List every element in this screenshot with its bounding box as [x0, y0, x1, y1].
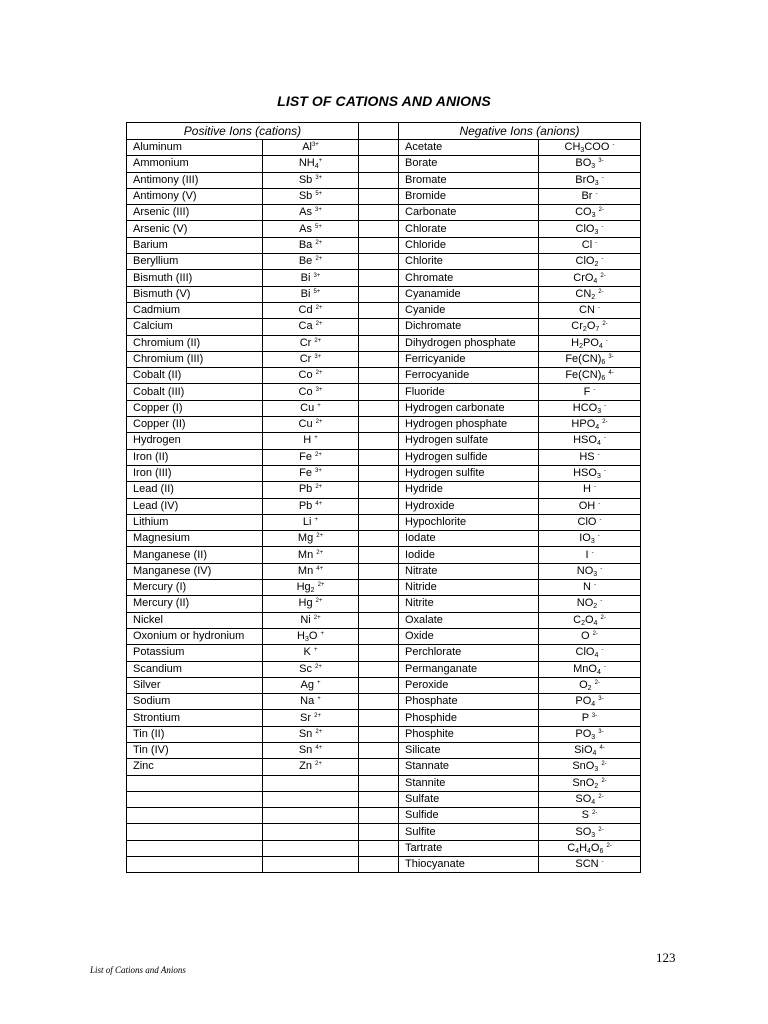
- column-gap: [359, 612, 399, 628]
- table-row: [127, 824, 641, 840]
- cation-name: Silver: [127, 677, 263, 693]
- table-row: [127, 302, 641, 318]
- anion-symbol: $HPO_4$ $^{2-}$: [539, 417, 641, 433]
- cation-symbol: Co $^{2+}$: [263, 368, 359, 384]
- anion-name: Acetate: [399, 140, 539, 156]
- cation-symbol: K +: [263, 645, 359, 661]
- anion-name: Cyanide: [399, 302, 539, 318]
- anion-name: Iodate: [399, 531, 539, 547]
- cation-symbol: [263, 808, 359, 824]
- cation-name: Hydrogen: [127, 433, 263, 449]
- table-row: [127, 514, 641, 530]
- cation-name: Beryllium: [127, 254, 263, 270]
- anion-symbol: BrO$_3$ -: [539, 172, 641, 188]
- anion-name: Chloride: [399, 237, 539, 253]
- anion-name: Chlorate: [399, 221, 539, 237]
- table-row: [127, 482, 641, 498]
- anion-symbol: ClO$_3$ -: [539, 221, 641, 237]
- column-gap: [359, 384, 399, 400]
- table-row: [127, 857, 641, 873]
- column-gap: [359, 775, 399, 791]
- column-gap: [359, 824, 399, 840]
- table-row: [127, 694, 641, 710]
- cation-symbol: Pb $^{4+}$: [263, 498, 359, 514]
- column-gap: [359, 710, 399, 726]
- anion-symbol: CN -: [539, 302, 641, 318]
- table-row: [127, 319, 641, 335]
- table-row: [127, 188, 641, 204]
- cation-symbol: Ba $^{2+}$: [263, 237, 359, 253]
- cation-name: Strontium: [127, 710, 263, 726]
- column-gap: [359, 482, 399, 498]
- anion-symbol: $O_2$ $^{2-}$: [539, 677, 641, 693]
- anion-name: Thiocyanate: [399, 857, 539, 873]
- table-row: [127, 645, 641, 661]
- anion-symbol: $HSO_3$ -: [539, 465, 641, 481]
- anion-symbol: ClO$_4$ -: [539, 645, 641, 661]
- column-gap: [359, 677, 399, 693]
- column-gap: [359, 172, 399, 188]
- anion-symbol: I -: [539, 547, 641, 563]
- anion-name: Peroxide: [399, 677, 539, 693]
- anion-name: Chlorite: [399, 254, 539, 270]
- cation-symbol: Fe $^{3+}$: [263, 465, 359, 481]
- anion-symbol: Cl -: [539, 237, 641, 253]
- anion-name: Nitride: [399, 580, 539, 596]
- cation-symbol: Sb $^{5+}$: [263, 188, 359, 204]
- cation-name: Potassium: [127, 645, 263, 661]
- cation-symbol: Pb $^{2+}$: [263, 482, 359, 498]
- anion-symbol: Br -: [539, 188, 641, 204]
- column-gap: [359, 400, 399, 416]
- table-row: [127, 759, 641, 775]
- table-row: [127, 710, 641, 726]
- anion-name: Tartrate: [399, 840, 539, 856]
- anion-name: Carbonate: [399, 205, 539, 221]
- anion-symbol: $Fe(CN)_6$ $^{4-}$: [539, 368, 641, 384]
- anion-name: Ferricyanide: [399, 351, 539, 367]
- anion-symbol: F -: [539, 384, 641, 400]
- cation-symbol: Zn $^{2+}$: [263, 759, 359, 775]
- cation-symbol: Sr $^{2+}$: [263, 710, 359, 726]
- table-row: [127, 368, 641, 384]
- cation-symbol: Sn $^{2+}$: [263, 726, 359, 742]
- cation-symbol: [263, 824, 359, 840]
- anion-symbol: ClO$_2$ -: [539, 254, 641, 270]
- anion-symbol: $HCO_3$ -: [539, 400, 641, 416]
- anion-symbol: SiO$_4$ $^{4-}$: [539, 742, 641, 758]
- cation-name: Manganese (II): [127, 547, 263, 563]
- cation-name: Cobalt (II): [127, 368, 263, 384]
- cation-name: Antimony (V): [127, 188, 263, 204]
- cation-symbol: Bi $^{5+}$: [263, 286, 359, 302]
- column-gap: [359, 286, 399, 302]
- column-gap: [359, 368, 399, 384]
- column-gap: [359, 808, 399, 824]
- anion-symbol: OH -: [539, 498, 641, 514]
- cation-name: Cadmium: [127, 302, 263, 318]
- anion-symbol: SnO$_2$ $^{2-}$: [539, 775, 641, 791]
- anion-symbol: $IO_3$ -: [539, 531, 641, 547]
- table-row: [127, 563, 641, 579]
- cation-symbol: $NH_4^+$: [263, 156, 359, 172]
- table-row: [127, 254, 641, 270]
- column-gap: [359, 726, 399, 742]
- cation-name: Arsenic (V): [127, 221, 263, 237]
- anion-name: Permanganate: [399, 661, 539, 677]
- cation-symbol: Li +: [263, 514, 359, 530]
- column-gap: [359, 531, 399, 547]
- anion-name: Phosphate: [399, 694, 539, 710]
- cation-name: Aluminum: [127, 140, 263, 156]
- column-gap: [359, 498, 399, 514]
- cation-symbol: Ni $^{2+}$: [263, 612, 359, 628]
- cation-name: Chromium (II): [127, 335, 263, 351]
- anion-name: Bromide: [399, 188, 539, 204]
- anion-name: Oxide: [399, 628, 539, 644]
- cation-symbol: Cr $^{2+}$: [263, 335, 359, 351]
- anion-name: Hypochlorite: [399, 514, 539, 530]
- ions-table: [126, 122, 641, 873]
- page-number: 123: [656, 950, 676, 965]
- column-gap: [359, 857, 399, 873]
- cation-symbol: [263, 775, 359, 791]
- cation-name: [127, 840, 263, 856]
- column-gap: [359, 628, 399, 644]
- anion-name: Perchlorate: [399, 645, 539, 661]
- column-gap: [359, 759, 399, 775]
- table-row: [127, 791, 641, 807]
- anion-symbol: $HSO_4$ -: [539, 433, 641, 449]
- anion-name: Hydrogen carbonate: [399, 400, 539, 416]
- cation-name: Copper (II): [127, 417, 263, 433]
- anion-name: Fluoride: [399, 384, 539, 400]
- cation-symbol: Sc $^{2+}$: [263, 661, 359, 677]
- cation-name: Cobalt (III): [127, 384, 263, 400]
- cation-name: Arsenic (III): [127, 205, 263, 221]
- anion-symbol: $H_2PO_4$ -: [539, 335, 641, 351]
- cation-name: Tin (IV): [127, 742, 263, 758]
- table-row: [127, 156, 641, 172]
- table-row: [127, 580, 641, 596]
- anion-symbol: $SO_4$ $^{2-}$: [539, 791, 641, 807]
- anion-symbol: MnO$_4$ -: [539, 661, 641, 677]
- anion-name: Cyanamide: [399, 286, 539, 302]
- cation-name: Barium: [127, 237, 263, 253]
- cation-symbol: [263, 791, 359, 807]
- anion-symbol: $Cr_2O_7$ $^{2-}$: [539, 319, 641, 335]
- column-gap: [359, 840, 399, 856]
- cation-name: [127, 775, 263, 791]
- anion-name: Oxalate: [399, 612, 539, 628]
- cation-name: [127, 857, 263, 873]
- anion-symbol: $SO_3$ $^{2-}$: [539, 824, 641, 840]
- anion-name: Bromate: [399, 172, 539, 188]
- cation-symbol: $H_3O$ +: [263, 628, 359, 644]
- table-row: [127, 335, 641, 351]
- column-gap: [359, 221, 399, 237]
- anion-symbol: H -: [539, 482, 641, 498]
- cation-symbol: Ca $^{2+}$: [263, 319, 359, 335]
- table-row: [127, 628, 641, 644]
- cation-name: Oxonium or hydronium: [127, 628, 263, 644]
- cation-name: Mercury (II): [127, 596, 263, 612]
- anion-symbol: $CH_3COO$ -: [539, 140, 641, 156]
- column-gap: [359, 742, 399, 758]
- cation-name: Iron (II): [127, 449, 263, 465]
- cation-name: Zinc: [127, 759, 263, 775]
- cation-symbol: Co $^{3+}$: [263, 384, 359, 400]
- table-row: [127, 612, 641, 628]
- table-row: [127, 400, 641, 416]
- cation-symbol: $Hg_2$ $^{2+}$: [263, 580, 359, 596]
- table-row: [127, 351, 641, 367]
- anion-symbol: SnO$_3$ $^{2-}$: [539, 759, 641, 775]
- table-row: [127, 140, 641, 156]
- table-row: [127, 433, 641, 449]
- column-gap: [359, 645, 399, 661]
- cation-name: Antimony (III): [127, 172, 263, 188]
- anion-name: Borate: [399, 156, 539, 172]
- anion-symbol: P $^{3-}$: [539, 710, 641, 726]
- anion-symbol: $BO_3$ $^{3-}$: [539, 156, 641, 172]
- cation-symbol: Bi $^{3+}$: [263, 270, 359, 286]
- column-gap: [359, 123, 399, 140]
- table-row: [127, 677, 641, 693]
- anion-name: Hydrogen phosphate: [399, 417, 539, 433]
- cation-symbol: Cd $^{2+}$: [263, 302, 359, 318]
- anion-name: Silicate: [399, 742, 539, 758]
- cation-name: Bismuth (III): [127, 270, 263, 286]
- cation-name: Chromium (III): [127, 351, 263, 367]
- table-row: [127, 270, 641, 286]
- column-gap: [359, 351, 399, 367]
- cation-symbol: [263, 857, 359, 873]
- table-row: [127, 237, 641, 253]
- cation-symbol: Cr $^{3+}$: [263, 351, 359, 367]
- column-gap: [359, 563, 399, 579]
- anion-name: Hydrogen sulfate: [399, 433, 539, 449]
- cation-name: [127, 808, 263, 824]
- cation-name: Ammonium: [127, 156, 263, 172]
- cation-symbol: $Al^{3+}$: [263, 140, 359, 156]
- anion-name: Hydrogen sulfite: [399, 465, 539, 481]
- column-gap: [359, 596, 399, 612]
- cation-symbol: H +: [263, 433, 359, 449]
- column-gap: [359, 302, 399, 318]
- cation-name: Sodium: [127, 694, 263, 710]
- anion-name: Hydroxide: [399, 498, 539, 514]
- table-row: [127, 205, 641, 221]
- table-row: [127, 417, 641, 433]
- anion-symbol: HS -: [539, 449, 641, 465]
- table-row: [127, 596, 641, 612]
- anion-symbol: $PO_4$ $^{3-}$: [539, 694, 641, 710]
- anion-symbol: $C_2O_4$ $^{2-}$: [539, 612, 641, 628]
- cation-name: Lithium: [127, 514, 263, 530]
- anion-name: Stannite: [399, 775, 539, 791]
- anion-name: Phosphite: [399, 726, 539, 742]
- table-row: [127, 840, 641, 856]
- table-row: [127, 465, 641, 481]
- cation-name: Tin (II): [127, 726, 263, 742]
- cation-symbol: Mn $^{2+}$: [263, 547, 359, 563]
- anion-symbol: $NO_2$ -: [539, 596, 641, 612]
- anion-symbol: $C_4H_4O_6$ $^{2-}$: [539, 840, 641, 856]
- column-gap: [359, 188, 399, 204]
- table-row: [127, 384, 641, 400]
- cation-symbol: Ag +: [263, 677, 359, 693]
- anion-name: Nitrate: [399, 563, 539, 579]
- anion-symbol: $CN_2$ $^{2-}$: [539, 286, 641, 302]
- anion-name: Dichromate: [399, 319, 539, 335]
- cation-symbol: As $^{3+}$: [263, 205, 359, 221]
- table-row: [127, 221, 641, 237]
- anion-name: Sulfate: [399, 791, 539, 807]
- cation-symbol: Mg $^{2+}$: [263, 531, 359, 547]
- anion-name: Hydrogen sulfide: [399, 449, 539, 465]
- table-row: [127, 531, 641, 547]
- anion-name: Sulfite: [399, 824, 539, 840]
- cation-symbol: Sb $^{3+}$: [263, 172, 359, 188]
- column-gap: [359, 254, 399, 270]
- table-row: [127, 449, 641, 465]
- table-row: [127, 172, 641, 188]
- anion-name: Dihydrogen phosphate: [399, 335, 539, 351]
- column-gap: [359, 465, 399, 481]
- table-row: [127, 742, 641, 758]
- column-gap: [359, 237, 399, 253]
- cation-name: Scandium: [127, 661, 263, 677]
- anion-symbol: $Fe(CN)_6$ $^{3-}$: [539, 351, 641, 367]
- table-header-row: [127, 123, 641, 140]
- column-gap: [359, 156, 399, 172]
- cation-name: Magnesium: [127, 531, 263, 547]
- column-gap: [359, 140, 399, 156]
- cation-name: Copper (I): [127, 400, 263, 416]
- table-row: [127, 808, 641, 824]
- anion-name: Sulfide: [399, 808, 539, 824]
- cation-symbol: Sn $^{4+}$: [263, 742, 359, 758]
- column-gap: [359, 547, 399, 563]
- column-gap: [359, 661, 399, 677]
- cation-name: Mercury (I): [127, 580, 263, 596]
- anion-name: Chromate: [399, 270, 539, 286]
- anion-symbol: SCN -: [539, 857, 641, 873]
- anion-symbol: $CO_3$ $^{2-}$: [539, 205, 641, 221]
- anion-symbol: O $^{2-}$: [539, 628, 641, 644]
- column-gap: [359, 433, 399, 449]
- anion-name: Phosphide: [399, 710, 539, 726]
- anion-symbol: S $^{2-}$: [539, 808, 641, 824]
- cation-name: [127, 791, 263, 807]
- anion-symbol: $NO_3$ -: [539, 563, 641, 579]
- cations-header: Positive Ions (cations): [127, 123, 359, 140]
- cation-symbol: Mn $^{4+}$: [263, 563, 359, 579]
- cation-name: Iron (III): [127, 465, 263, 481]
- column-gap: [359, 514, 399, 530]
- cation-symbol: Cu +: [263, 400, 359, 416]
- column-gap: [359, 319, 399, 335]
- table-row: [127, 547, 641, 563]
- anion-symbol: CrO$_4$ $^{2-}$: [539, 270, 641, 286]
- anion-symbol: $PO_3$ $^{3-}$: [539, 726, 641, 742]
- anion-symbol: N -: [539, 580, 641, 596]
- anion-symbol: ClO -: [539, 514, 641, 530]
- cation-symbol: Be $^{2+}$: [263, 254, 359, 270]
- cation-name: Bismuth (V): [127, 286, 263, 302]
- anion-name: Nitrite: [399, 596, 539, 612]
- cation-symbol: Cu $^{2+}$: [263, 417, 359, 433]
- table-row: [127, 661, 641, 677]
- anions-header: Negative Ions (anions): [399, 123, 641, 140]
- footer-caption: List of Cations and Anions: [90, 965, 186, 975]
- column-gap: [359, 449, 399, 465]
- column-gap: [359, 335, 399, 351]
- column-gap: [359, 417, 399, 433]
- cation-name: Calcium: [127, 319, 263, 335]
- cation-symbol: Fe $^{2+}$: [263, 449, 359, 465]
- table-row: [127, 286, 641, 302]
- column-gap: [359, 205, 399, 221]
- table-row: [127, 726, 641, 742]
- cation-name: Lead (II): [127, 482, 263, 498]
- table-row: [127, 775, 641, 791]
- table-row: [127, 498, 641, 514]
- page-title: LIST OF CATIONS AND ANIONS: [277, 93, 491, 109]
- cation-name: [127, 824, 263, 840]
- cation-symbol: [263, 840, 359, 856]
- cation-name: Nickel: [127, 612, 263, 628]
- anion-name: Iodide: [399, 547, 539, 563]
- column-gap: [359, 270, 399, 286]
- cation-name: Lead (IV): [127, 498, 263, 514]
- cation-symbol: Na +: [263, 694, 359, 710]
- anion-name: Hydride: [399, 482, 539, 498]
- anion-name: Stannate: [399, 759, 539, 775]
- column-gap: [359, 791, 399, 807]
- cation-symbol: Hg $^{2+}$: [263, 596, 359, 612]
- column-gap: [359, 694, 399, 710]
- cation-symbol: As $^{5+}$: [263, 221, 359, 237]
- anion-name: Ferrocyanide: [399, 368, 539, 384]
- column-gap: [359, 580, 399, 596]
- cation-name: Manganese (IV): [127, 563, 263, 579]
